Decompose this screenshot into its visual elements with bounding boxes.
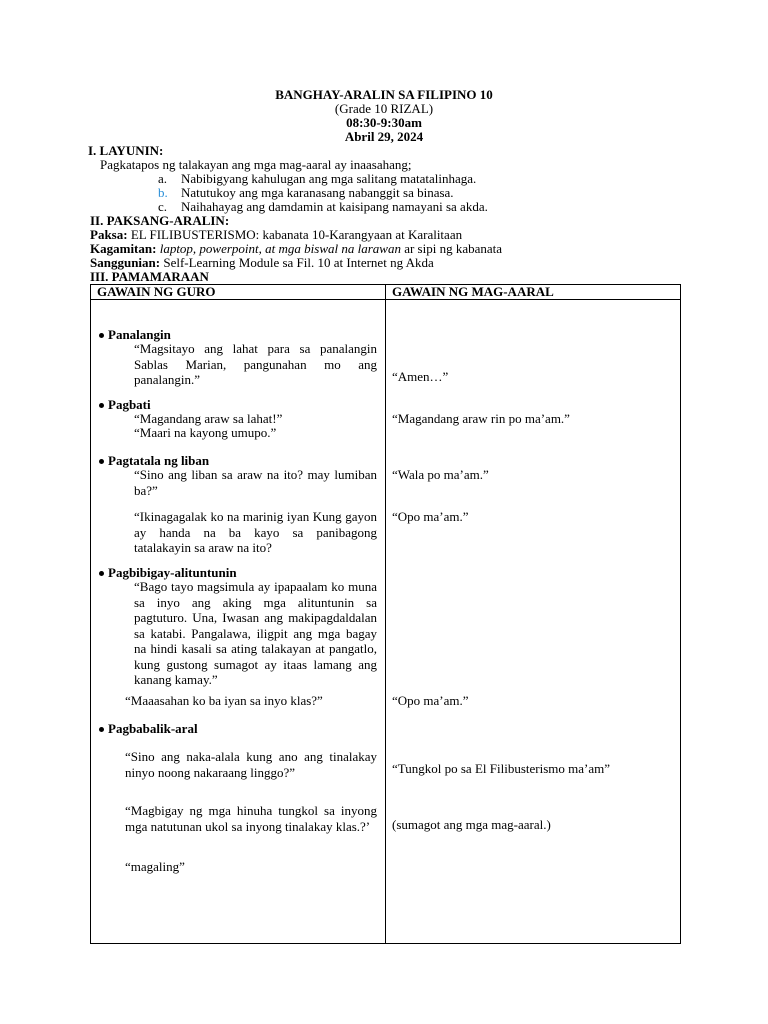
bullet-icon — [99, 333, 104, 338]
alituntunin-teacher-text: “Bago tayo magsimula ay ipapaalam ko muna sa inyo ang aking mga alituntunin sa pagtuturo. Una, Iwasan ang makipagdaldalan sa katabi. Pangalawa, iligpit ang mga bagay na hindi kasali sa ating talakayan at pangatlo, kung gustong sumagot ay itaas lamang ang kanang kamay.” — [134, 579, 377, 687]
bullet-icon — [99, 727, 104, 732]
objective-marker-b: b. — [158, 185, 168, 200]
paksa-heading: II. PAKSANG-ARALIN: — [90, 213, 230, 228]
bullet-icon — [99, 571, 104, 576]
panalangin-student-response: “Amen…” — [392, 369, 449, 384]
panalangin-teacher-text: “Magsitayo ang lahat para sa panalangin Sablas Marian, pangunahan mo ang panalangin.” — [134, 341, 377, 387]
balikaral-teacher-text-2: “Magbigay ng mga hinuha tungkol sa inyong mga natutunan ukol sa inyong tinalakay klas.?’ — [125, 803, 377, 834]
pagbati-teacher-line-1: “Magandang araw sa lahat!” — [134, 411, 283, 426]
bullet-icon — [99, 459, 104, 464]
procedure-table — [90, 284, 681, 944]
kagamitan-label: Kagamitan: — [90, 241, 157, 256]
objective-item-b: Natutukoy ang mga karanasang nabanggit sa binasa. — [181, 185, 454, 200]
kagamitan-row — [90, 241, 502, 256]
pagbati-teacher-line-2: “Maari na kayong umupo.” — [134, 425, 277, 440]
sanggunian-row — [90, 255, 434, 270]
pagtatala-teacher-text-2: “Ikinagagalak ko na marinig iyan Kung gayon ay handa na ba kayo sa panibagong tatalakayin sa araw na ito? — [134, 509, 377, 555]
balikaral-teacher-text-1: “Sino ang naka-alala kung ano ang tinalakay ninyo noong nakaraang linggo?” — [125, 749, 377, 780]
section-pagbati — [99, 397, 151, 412]
guro-column — [91, 300, 386, 944]
paksa-label: Paksa: — [90, 227, 128, 242]
grade-section: (Grade 10 RIZAL) — [334, 101, 434, 116]
pamamaraan-heading: III. PAMAMARAAN — [90, 269, 209, 284]
section-panalangin — [99, 327, 171, 342]
alituntunin-teacher-question: “Maaasahan ko ba iyan sa inyo klas?” — [125, 693, 323, 708]
bullet-icon — [99, 403, 104, 408]
balikaral-student-response-1: “Tungkol po sa El Filibusterismo ma’am” — [392, 761, 610, 776]
balikaral-student-response-2: (sumagot ang mga mag-aaral.) — [392, 817, 551, 832]
alituntunin-student-response: “Opo ma’am.” — [392, 693, 469, 708]
section-alituntunin — [99, 565, 237, 580]
kagamitan-materials: laptop, powerpoint, at mga biswal na larawan — [159, 241, 401, 256]
objective-item-a: Nabibigyang kahulugan ang mga salitang matatalinhaga. — [181, 171, 477, 186]
pagtatala-student-response-2: “Opo ma’am.” — [392, 509, 469, 524]
section-balikaral — [99, 721, 198, 736]
section-pagtatala — [99, 453, 209, 468]
pagbati-student-response: “Magandang araw rin po ma’am.” — [392, 411, 570, 426]
section-title: Pagtatala ng liban — [108, 453, 210, 468]
class-time: 08:30-9:30am — [346, 115, 422, 130]
layunin-intro: Pagkatapos ng talakayan ang mga mag-aaral ay inaasahang; — [100, 157, 412, 172]
objective-item-c: Naihahayag ang damdamin at kaisipang namayani sa akda. — [181, 199, 488, 214]
paksa-row — [90, 227, 462, 242]
objective-marker-c: c. — [158, 199, 168, 214]
section-title: Pagbibigay-alituntunin — [108, 565, 237, 580]
balikaral-teacher-text-3: “magaling” — [125, 859, 185, 874]
paksa-value: EL FILIBUSTERISMO: kabanata 10-Karangyaan at Karalitaan — [130, 227, 463, 242]
section-title: Panalangin — [108, 327, 171, 342]
layunin-heading: I. LAYUNIN: — [88, 143, 164, 158]
section-title: Pagbabalik-aral — [108, 721, 198, 736]
kagamitan-rest: ar sipi ng kabanata — [400, 241, 503, 256]
lesson-date: Abril 29, 2024 — [344, 129, 424, 144]
pagtatala-student-response-1: “Wala po ma’am.” — [392, 467, 489, 482]
magaaral-column — [386, 300, 681, 944]
column-header-guro: GAWAIN NG GURO — [91, 285, 386, 300]
section-title: Pagbati — [108, 397, 151, 412]
pagtatala-teacher-text-1: “Sino ang liban sa araw na ito? may lumiban ba?” — [134, 467, 377, 498]
document-title: BANGHAY-ARALIN SA FILIPINO 10 — [275, 87, 493, 102]
column-header-magaaral: GAWAIN NG MAG-AARAL — [386, 285, 681, 300]
table-body-row — [91, 300, 681, 944]
objective-marker-a: a. — [158, 171, 168, 186]
sanggunian-value: Self-Learning Module sa Fil. 10 at Internet ng Akda — [163, 255, 434, 270]
sanggunian-label: Sanggunian: — [90, 255, 161, 270]
table-header-row — [91, 285, 681, 300]
